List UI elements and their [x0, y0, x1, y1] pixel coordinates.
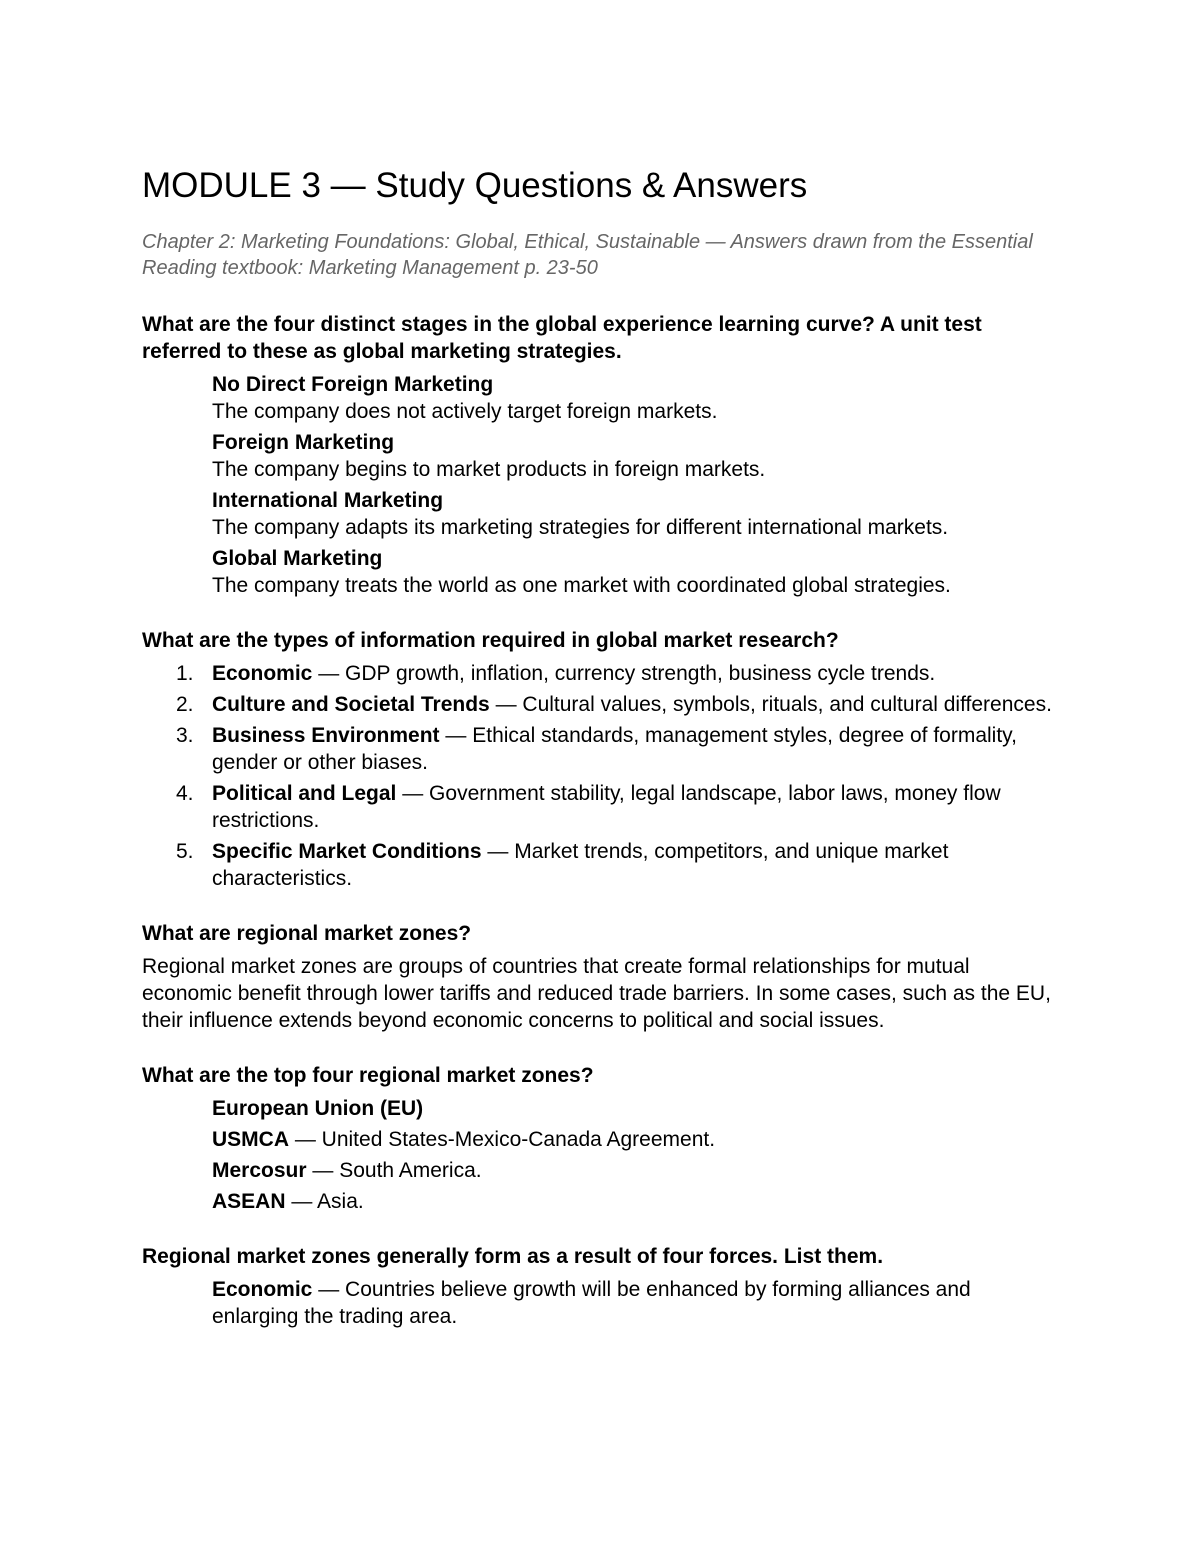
stage-list	[142, 371, 1062, 599]
research-info-list	[142, 660, 1062, 892]
list-desc: — Government stability, legal landscape, labor laws, money flow restrictions.	[212, 782, 1001, 832]
list-term: Business Environment	[212, 724, 440, 747]
stage-term: International Marketing	[212, 489, 444, 512]
zone-desc: — South America.	[306, 1159, 482, 1182]
stage-term: Global Marketing	[212, 547, 383, 570]
list-desc: — GDP growth, inflation, currency strength, business cycle trends.	[312, 662, 936, 685]
page-subtitle: Chapter 2: Marketing Foundations: Global, Ethical, Sustainable — Answers drawn from the Essential Reading textbook: Marketing Management p. 23-50	[142, 231, 1033, 279]
question-four-forces: Regional market zones generally form as a result of four forces. List them.	[142, 1245, 884, 1268]
list-term: Culture and Societal Trends	[212, 693, 490, 716]
list-item	[142, 722, 1062, 776]
force-term: Economic	[212, 1278, 313, 1301]
force-desc: — Countries believe growth will be enhanced by forming alliances and enlarging the trading area.	[212, 1278, 971, 1328]
answer-paragraph: Regional market zones are groups of countries that create formal relationships for mutual economic benefit through lower tariffs and reduced trade barriers. In some cases, such as the EU, their influence extends beyond economic concerns to political and social issues.	[142, 955, 1051, 1032]
question-top-zones: What are the top four regional market zones?	[142, 1064, 594, 1087]
force-item	[212, 1276, 1062, 1330]
list-desc: — Cultural values, symbols, rituals, and cultural differences.	[489, 693, 1052, 716]
list-term: Political and Legal	[212, 782, 397, 805]
force-list	[142, 1276, 1062, 1330]
stage-item	[212, 545, 1062, 599]
stage-desc: The company treats the world as one market with coordinated global strategies.	[212, 574, 951, 597]
stage-desc: The company does not actively target foreign markets.	[212, 400, 718, 423]
list-number: 2.	[176, 693, 194, 716]
stage-desc: The company begins to market products in foreign markets.	[212, 458, 766, 481]
list-item	[142, 838, 1062, 892]
stage-desc: The company adapts its marketing strategies for different international markets.	[212, 516, 949, 539]
zone-term: USMCA	[212, 1128, 289, 1151]
stage-term: No Direct Foreign Marketing	[212, 373, 494, 396]
document-content	[142, 165, 1062, 1334]
list-term: Economic	[212, 662, 313, 685]
question-research-info: What are the types of information required in global market research?	[142, 629, 839, 652]
stage-item	[212, 371, 1062, 425]
zone-term: ASEAN	[212, 1190, 286, 1213]
list-desc: — Market trends, competitors, and unique market characteristics.	[212, 840, 949, 890]
list-desc: — Ethical standards, management styles, degree of formality, gender or other biases.	[212, 724, 1017, 774]
zone-item	[212, 1126, 1062, 1153]
stage-item	[212, 429, 1062, 483]
list-item	[142, 780, 1062, 834]
list-number: 5.	[176, 840, 194, 863]
zone-term: Mercosur	[212, 1159, 307, 1182]
zone-item	[212, 1188, 1062, 1215]
page-title: MODULE 3 — Study Questions & Answers	[142, 166, 808, 205]
zone-item	[212, 1157, 1062, 1184]
zone-desc: — Asia.	[285, 1190, 364, 1213]
list-term: Specific Market Conditions	[212, 840, 482, 863]
zone-term: European Union (EU)	[212, 1097, 424, 1120]
list-item	[142, 660, 1062, 687]
stage-item	[212, 487, 1062, 541]
zone-list	[142, 1095, 1062, 1215]
stage-term: Foreign Marketing	[212, 431, 395, 454]
zone-desc: — United States-Mexico-Canada Agreement.	[289, 1128, 716, 1151]
zone-item	[212, 1095, 1062, 1122]
question-regional-zones: What are regional market zones?	[142, 922, 472, 945]
question-learning-curve: What are the four distinct stages in the global experience learning curve? A unit test referred to these as global marketing strategies.	[142, 313, 982, 363]
list-number: 4.	[176, 782, 194, 805]
list-item	[142, 691, 1062, 718]
list-number: 3.	[176, 724, 194, 747]
list-number: 1.	[176, 662, 194, 685]
